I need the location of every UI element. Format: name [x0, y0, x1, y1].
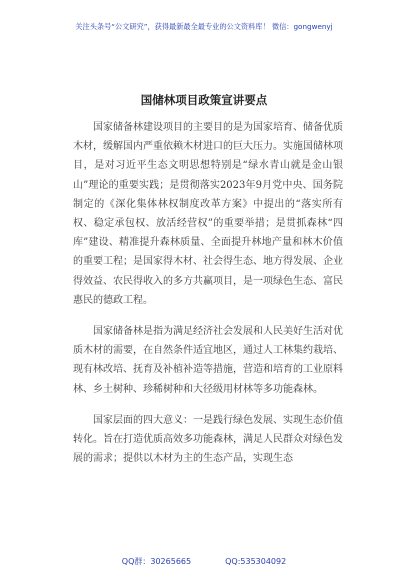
qq-group-text: QQ群：30265665 [121, 557, 192, 566]
paragraph-3: 国家层面的四大意义：一是践行绿色发展、实现生态价值转化。旨在打造优质高效多功能森林，满足人民群众对绿色发展的需求；提供以木材为主的生态产品，实现生态 [73, 414, 343, 465]
paragraph-2: 国家储备林是指为满足经济社会发展和人民美好生活对优质木材的需要，在自然条件适宜地区，通过人工林集约栽培、现有林改培、抚育及补植补造等措施，营造和培育的工业原料林、乡土树种、珍稀树种和大径级用材林等多功能森林。 [73, 326, 343, 395]
qq-text: QQ:535304092 [225, 557, 287, 566]
promo-header: 关注头条号“公文研究”，获得最新最全最专业的公文资料库！ 微信：gongwenyj [75, 22, 333, 31]
document-body [73, 118, 343, 480]
document-title: 国储林项目政策宣讲要点 [140, 93, 268, 107]
paragraph-1: 国家储备林建设项目的主要目的是为国家培育、储备优质木材，缓解国内严重依赖木材进口的巨大压力。实施国储林项目，是对习近平生态文明思想特别是“绿水青山就是金山银山”理论的重要实践；是贯彻落实2023年9月党中央、国务院制定的《深化集体林权制度改革方案》中提出的“落实所有权、稳定承包权、放活经营权”的重要举措；是贯抓森林“四库”建设、精准提升森林质量、全面提升林地产量和林木价值的重要工程；是国家得木材、社会得生态、地方得发展、企业得效益、农民得收入的多方共赢项目，是一项绿色生态、富民惠民的德政工程。 [73, 122, 343, 306]
contact-footer [0, 556, 408, 567]
